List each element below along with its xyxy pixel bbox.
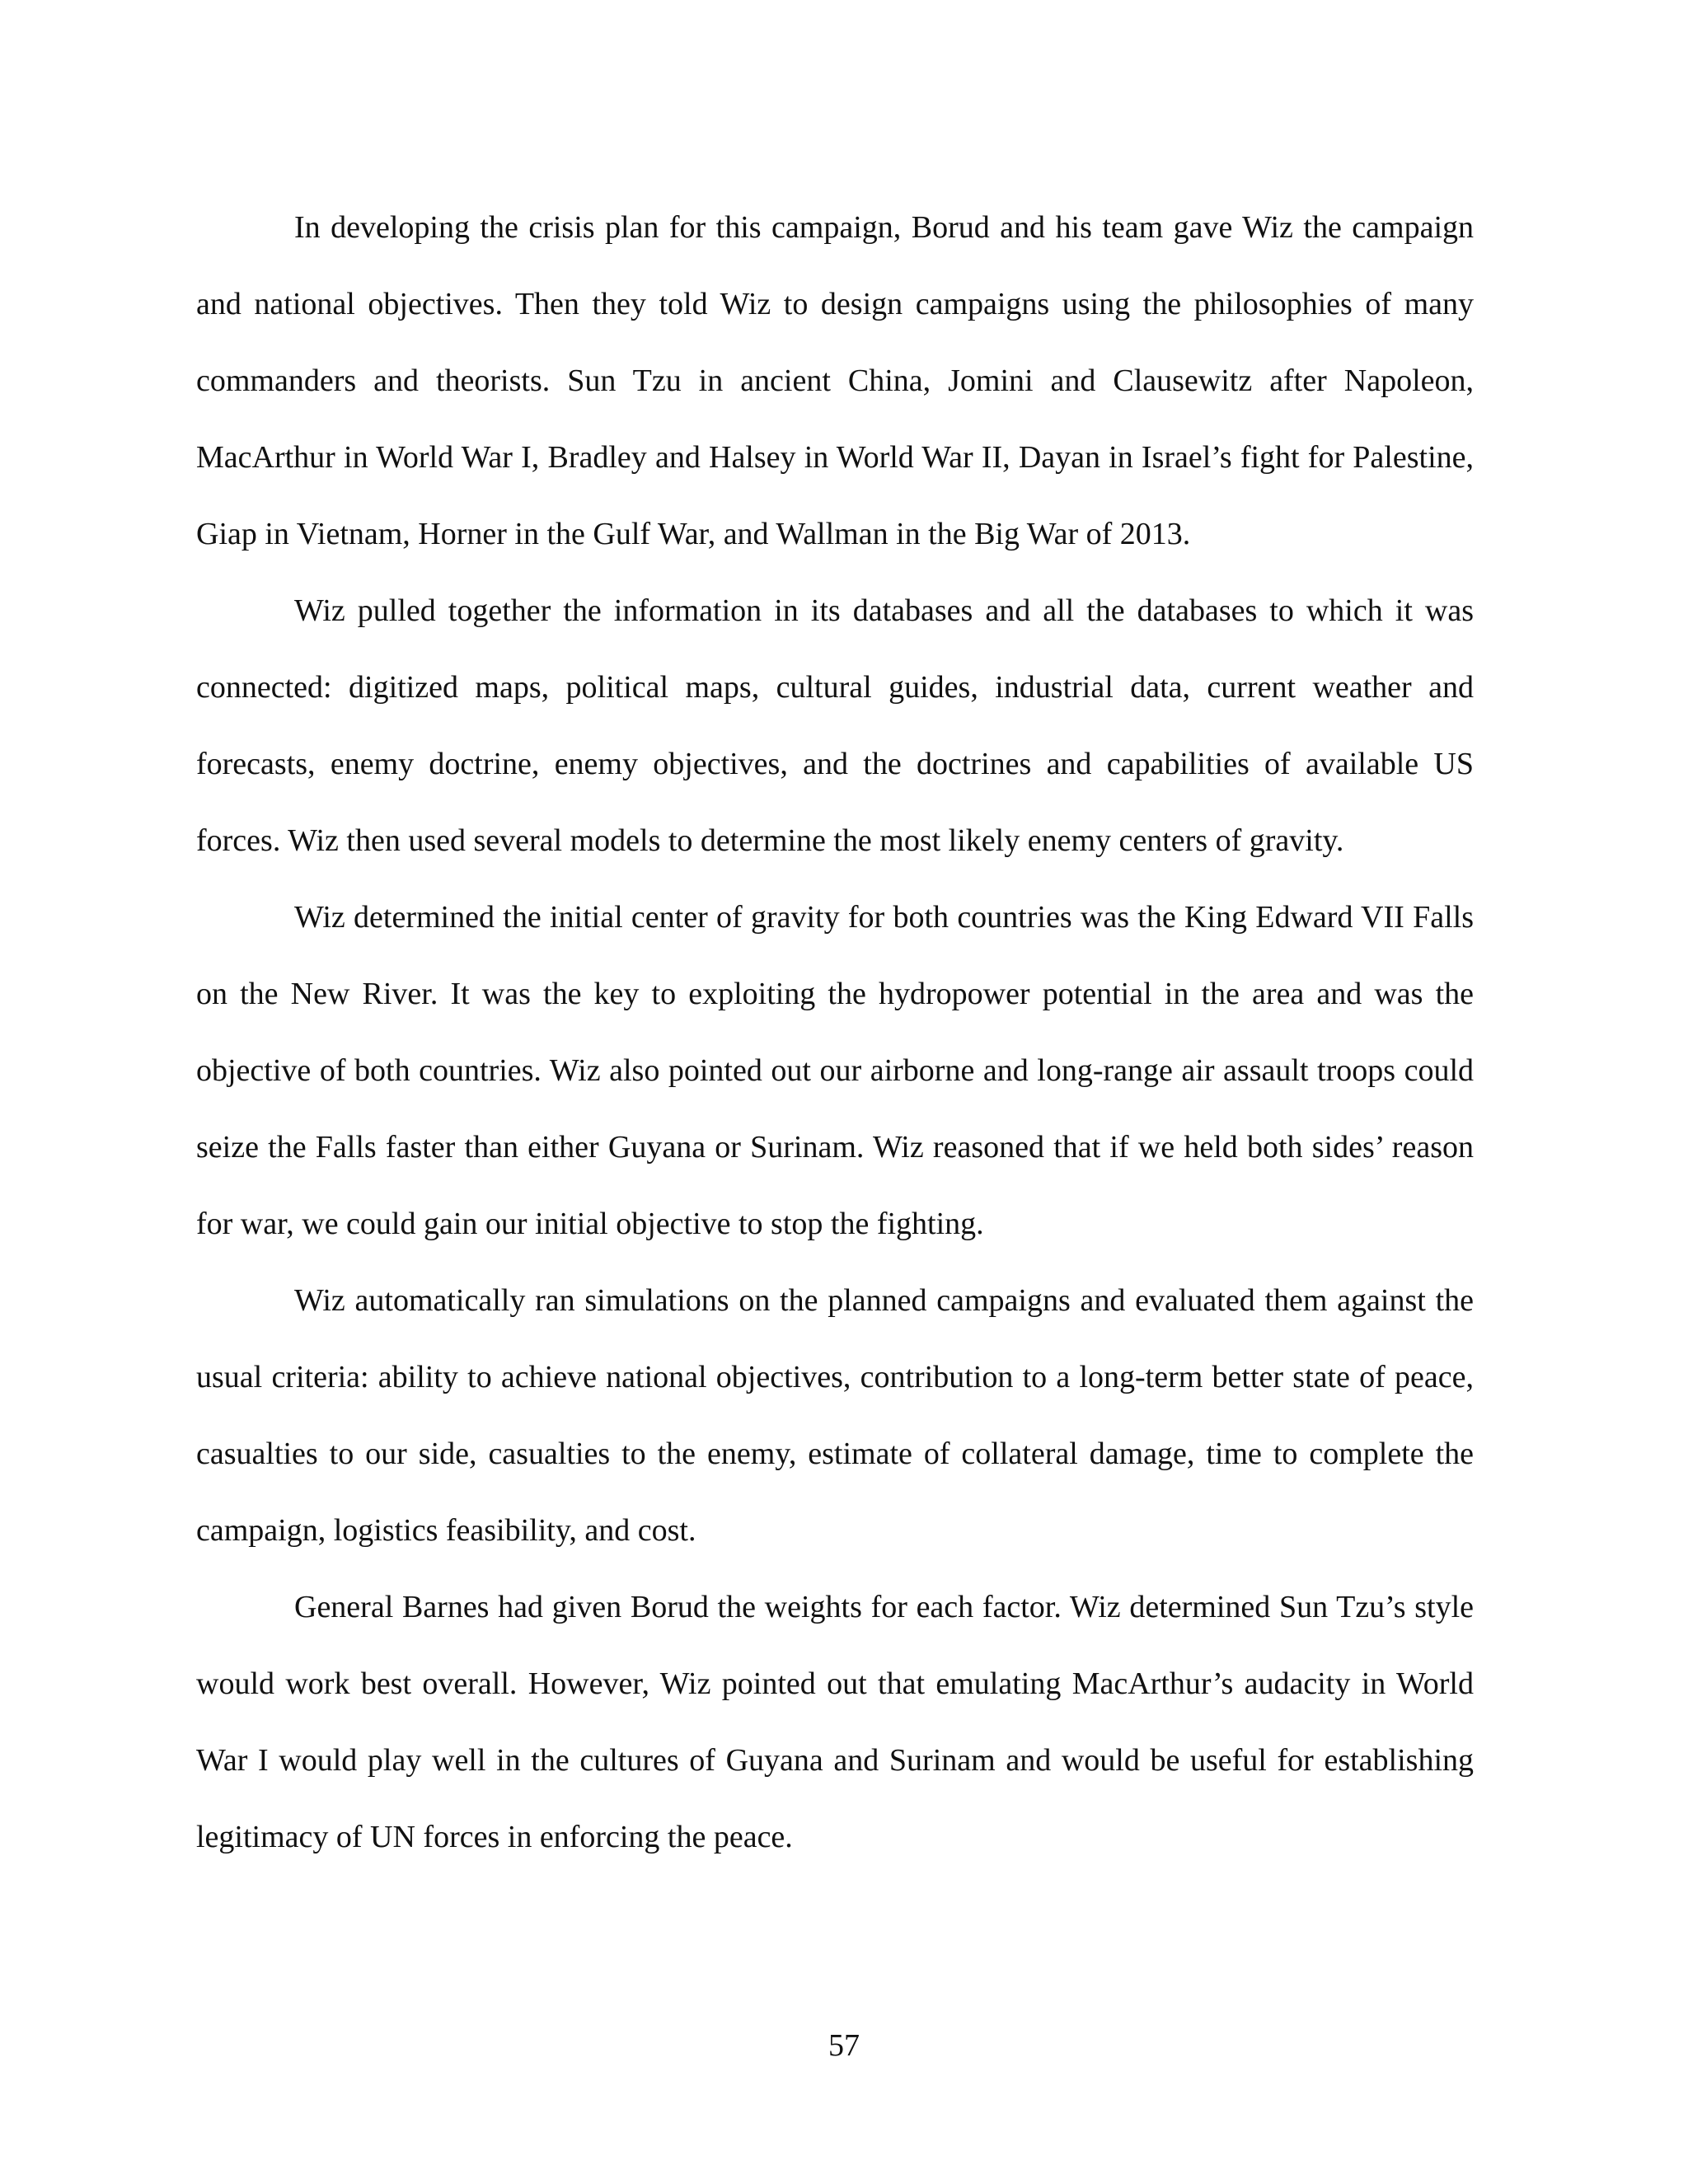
page-number: 57 [828,2028,860,2063]
paragraph: Wiz pulled together the information in its databases and all the databases to which it was connected: digitized maps, political maps, cultural guides, industrial data, current weather and forecasts, enemy doctrine, enemy objectives, and the doctrines and capabilities of available US forces. Wiz then used several models to determine the most likely enemy centers of gravity. [196,593,1474,858]
paragraph: Wiz automatically ran simulations on the planned campaigns and evaluated them against the usual criteria: ability to achieve national objectives, contribution to a long-term better state of peace, casualties to our side, casualties to the enemy, estimate of collateral damage, time to complete the campaign, logistics feasibility, and cost. [196,1283,1474,1548]
body-text [196,190,1474,1876]
paragraph: Wiz determined the initial center of gravity for both countries was the King Edward VII Falls on the New River. It was the key to exploiting the hydropower potential in the area and was the objective of both countries. Wiz also pointed out our airborne and long-range air assault troops could seize the Falls faster than either Guyana or Surinam. Wiz reasoned that if we held both sides’ reason for war, we could gain our initial objective to stop the fighting. [196,900,1474,1241]
paragraph: In developing the crisis plan for this campaign, Borud and his team gave Wiz the campaign and national objectives. Then they told Wiz to design campaigns using the philosophies of many commanders and theorists. Sun Tzu in ancient China, Jomini and Clausewitz after Napoleon, MacArthur in World War I, Bradley and Halsey in World War II, Dayan in Israel’s fight for Palestine, Giap in Vietnam, Horner in the Gulf War, and Wallman in the Big War of 2013. [196,210,1474,551]
paragraph: General Barnes had given Borud the weights for each factor. Wiz determined Sun Tzu’s style would work best overall. However, Wiz pointed out that emulating MacArthur’s audacity in World War I would play well in the cultures of Guyana and Surinam and would be useful for establishing legitimacy of UN forces in enforcing the peace. [196,1590,1474,1854]
